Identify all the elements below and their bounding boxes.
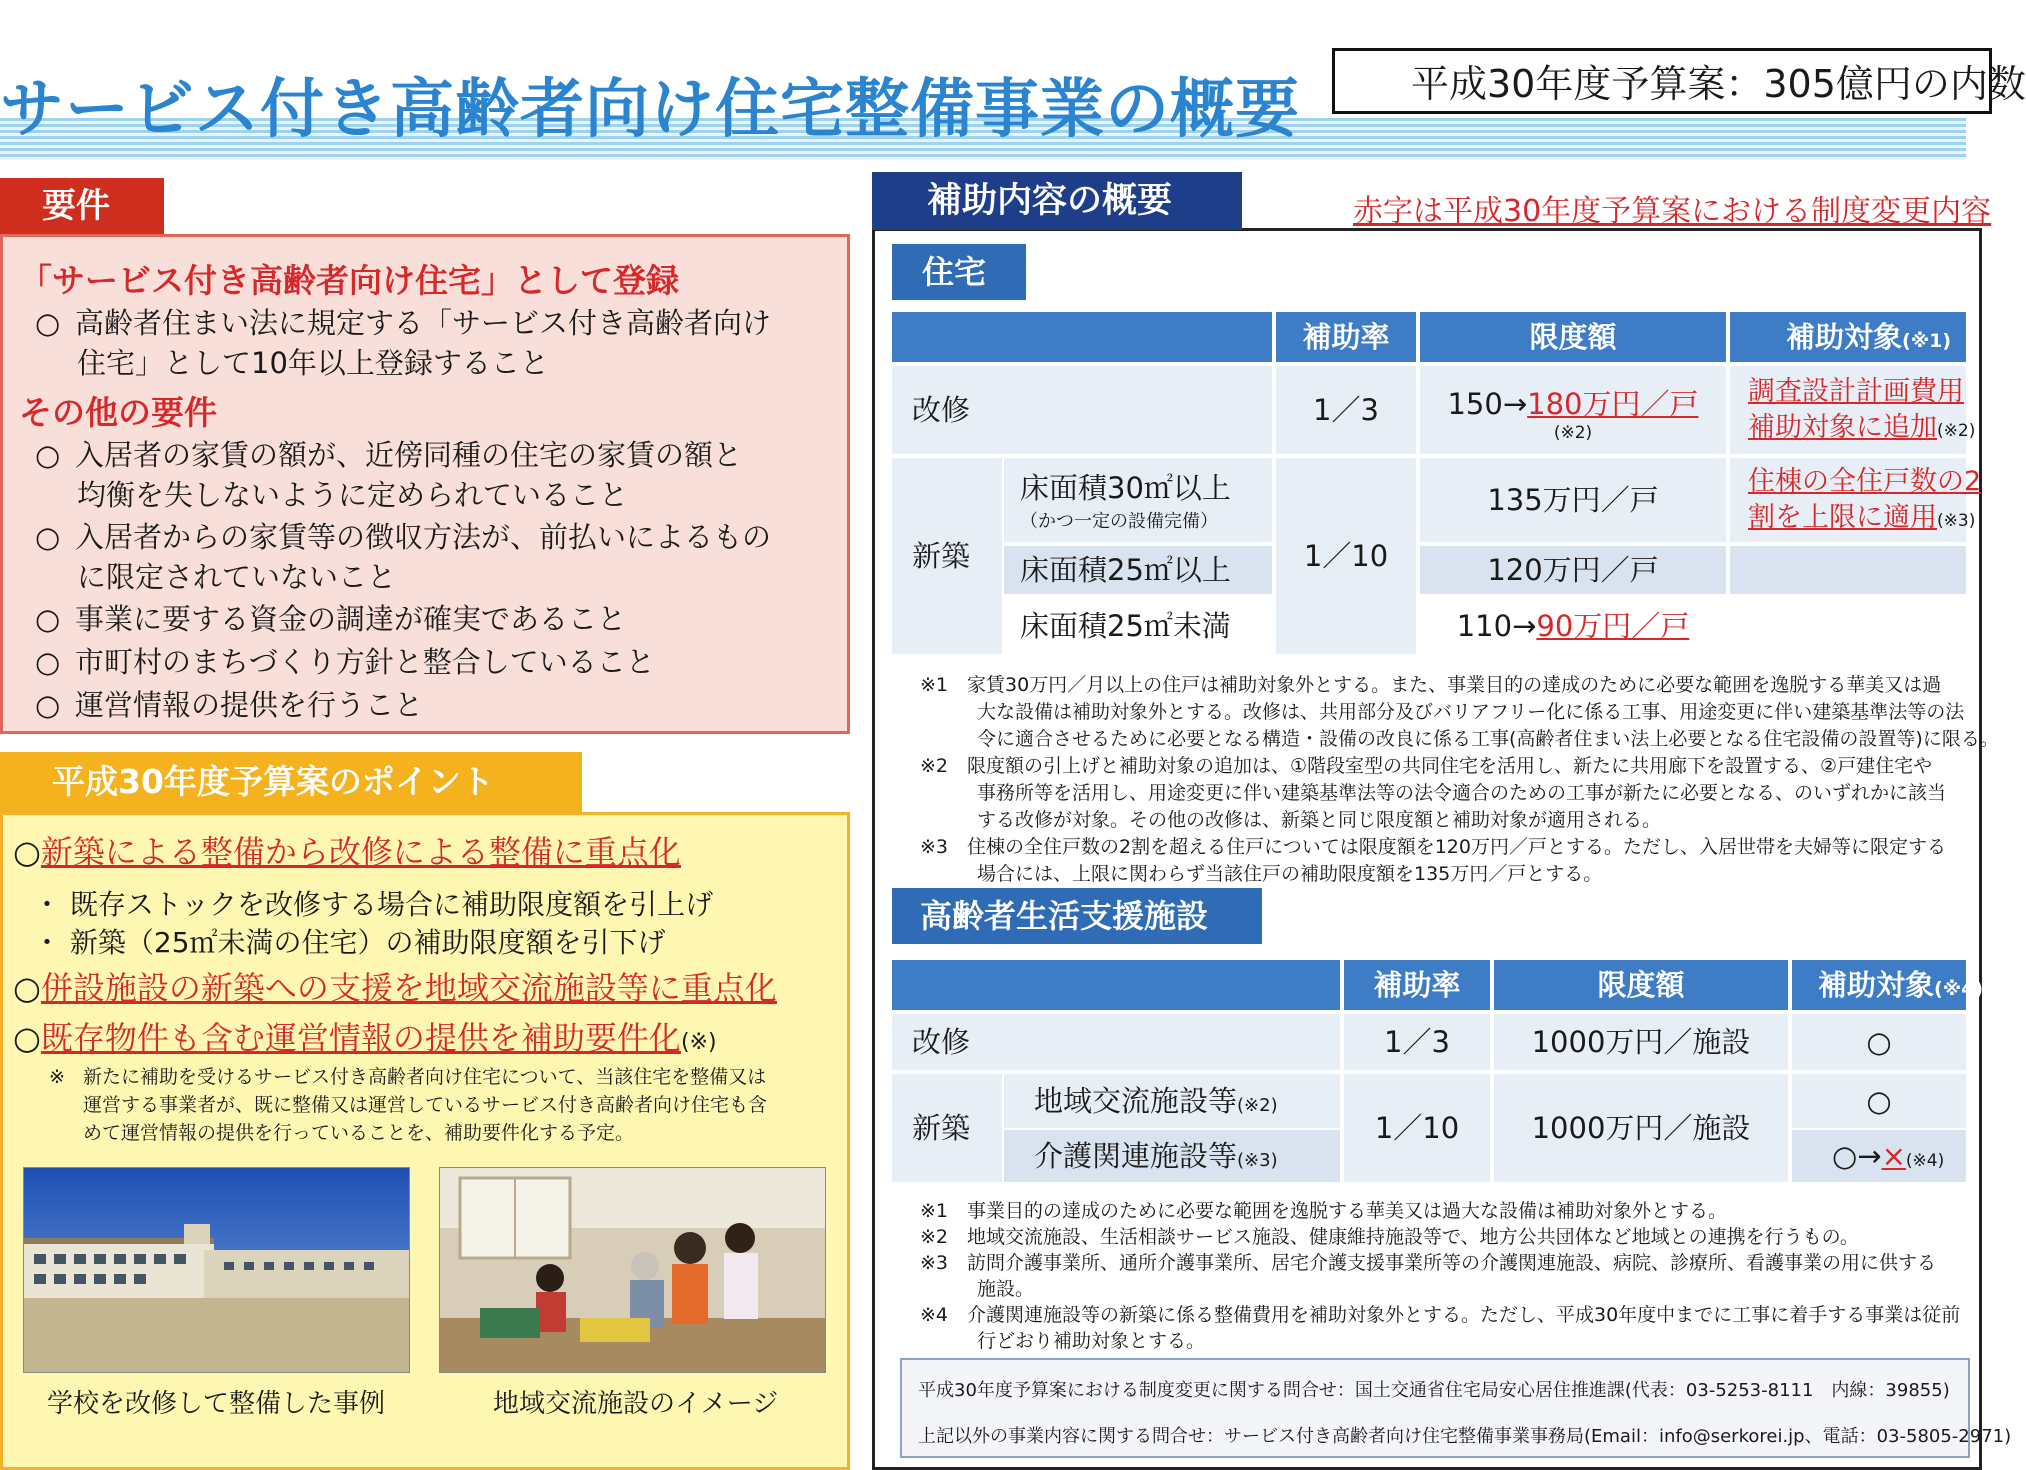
housing-note-line: ※1 家賃30万円／月以上の住戸は補助対象外とする。また、事業目的の達成のために必要な範囲を逸脱する華美又は過 bbox=[920, 674, 1942, 696]
facility-kaishu-target: ○ bbox=[1792, 1014, 1966, 1070]
housing-header-limit: 限度額 bbox=[1420, 312, 1726, 362]
housing-header-target: 補助対象(※1) bbox=[1730, 312, 1966, 362]
housing-note-line: 令に適合させるために必要となる構造・設備の改良に係る工事(高齢者住まい法上必要となる住宅設備の設置等)に限る。 bbox=[920, 728, 1999, 750]
circle-mark: ○ bbox=[35, 645, 61, 679]
point-subitem: ・ 新築（25㎡未満の住宅）の補助限度額を引下げ bbox=[33, 926, 666, 959]
point-subitem: ・ 既存ストックを改修する場合に補助限度額を引上げ bbox=[33, 888, 714, 921]
housing-kaishu-rate: 1／3 bbox=[1276, 366, 1416, 454]
facility-shinchiku-rate: 1／10 bbox=[1344, 1074, 1490, 1182]
housing-note-line: 場合には、上限に関わらず当該住戸の補助限度額を135万円／戸とする。 bbox=[920, 863, 1603, 885]
facility-row-care: 介護関連施設等(※3) bbox=[1004, 1130, 1340, 1182]
circle-mark: ○ bbox=[35, 306, 61, 340]
contact-box bbox=[900, 1358, 2012, 1458]
facility-header-limit: 限度額 bbox=[1494, 960, 1788, 1010]
facility-header-target: 補助対象(※4) bbox=[1792, 960, 1966, 1010]
housing-shinchiku-label: 新築 bbox=[892, 458, 1002, 654]
points-note-line: めて運営情報の提供を行っていることを、補助要件化する予定。 bbox=[83, 1122, 635, 1144]
requirements-heading-other: その他の要件 bbox=[19, 393, 217, 432]
housing-shinchiku-rate: 1／10 bbox=[1276, 458, 1416, 654]
facility-note-line: ※3 訪問介護事業所、通所介護事業所、居宅介護支援事業所等の介護関連施設、病院、診療所、看護事業の用に供する bbox=[920, 1252, 1937, 1274]
facility-header-blank bbox=[892, 960, 1340, 1010]
circle-mark: ○ bbox=[35, 438, 61, 472]
facility-kaishu-label: 改修 bbox=[892, 1014, 1340, 1070]
point-item: ○既存物件も含む運営情報の提供を補助要件化(※) bbox=[13, 1019, 717, 1057]
requirement-item: ○ 入居者の家賃の額が、近傍同種の住宅の家賃の額と 均衡を失しないように定められていること bbox=[35, 435, 742, 515]
housing-row-25sqm-under: 床面積25㎡未満 bbox=[1020, 609, 1231, 643]
requirement-item: ○ 市町村のまちづくり方針と整合していること bbox=[35, 642, 655, 682]
facility-kaishu-rate: 1／3 bbox=[1344, 1014, 1490, 1070]
requirements-box bbox=[0, 234, 850, 734]
housing-kaishu-target: 調査設計計画費用 補助対象に追加(※2) bbox=[1730, 366, 1966, 454]
circle-mark: ○ bbox=[35, 602, 61, 636]
overview-tab: 補助内容の概要 bbox=[872, 172, 1242, 230]
housing-header-rate: 補助率 bbox=[1276, 312, 1416, 362]
facility-row2-target: ○→×(※4) bbox=[1792, 1130, 1966, 1182]
points-tab: 平成30年度予算案のポイント bbox=[0, 752, 582, 812]
school-renovation-photo bbox=[23, 1167, 410, 1373]
housing-kaishu-label: 改修 bbox=[892, 366, 1272, 454]
points-note-mark: ※ bbox=[49, 1066, 65, 1088]
facility-row1-target: ○ bbox=[1792, 1074, 1966, 1128]
requirement-item: ○ 高齢者住まい法に規定する「サービス付き高齢者向け 住宅」として10年以上登録すること bbox=[35, 303, 771, 383]
housing-note-line: 事務所等を活用し、用途変更に伴い建築基準法等の法令適合のための工事が新たに必要となる、のいずれかに該当 bbox=[920, 782, 1947, 804]
point-item: ○併設施設の新築への支援を地域交流施設等に重点化 bbox=[13, 969, 777, 1007]
contact-line-ministry: 平成30年度予算案における制度変更に関する問合せ：国土交通省住宅局安心居住推進課(代表：03-5253-8111 内線：39855) bbox=[918, 1380, 1950, 1401]
red-text-note: 赤字は平成30年度予算案における制度変更内容 bbox=[1353, 194, 1992, 229]
circle-mark: ○ bbox=[35, 688, 61, 722]
point-item: ○新築による整備から改修による整備に重点化 bbox=[13, 833, 681, 871]
housing-section-tab: 住宅 bbox=[892, 244, 1026, 300]
facility-note-line: ※2 地域交流施設、生活相談サービス施設、健康維持施設等で、地方公共団体など地域との連携を行うもの。 bbox=[920, 1226, 1859, 1248]
circle-mark: ○ bbox=[35, 520, 61, 554]
facility-section-tab: 高齢者生活支援施設 bbox=[892, 888, 1262, 944]
housing-note-line: する改修が対象。その他の改修は、新築と同じ限度額と補助対象が適用される。 bbox=[920, 809, 1662, 831]
housing-note-line: ※3 住棟の全住戸数の2割を超える住戸については限度額を120万円／戸とする。ただし、入居世帯を夫婦等に限定する bbox=[920, 836, 1946, 858]
facility-note-line: 施設。 bbox=[920, 1278, 1035, 1300]
facility-row-community: 地域交流施設等(※2) bbox=[1004, 1074, 1340, 1128]
requirements-tab: 要件 bbox=[0, 178, 164, 234]
housing-row1-limit: 135万円／戸 bbox=[1420, 458, 1726, 542]
requirements-heading-registration: 「サービス付き高齢者向け住宅」として登録 bbox=[19, 261, 679, 300]
points-note-line: 新たに補助を受けるサービス付き高齢者向け住宅について、当該住宅を整備又は bbox=[83, 1066, 767, 1088]
housing-row2-target bbox=[1730, 546, 1966, 594]
budget-box: 平成30年度予算案：305億円の内数 bbox=[1332, 48, 1992, 114]
requirement-item: ○ 運営情報の提供を行うこと bbox=[35, 685, 423, 725]
page-title: サービス付き高齢者向け住宅整備事業の概要 bbox=[0, 73, 1300, 147]
housing-row-25sqm-over: 床面積25㎡以上 bbox=[1004, 546, 1272, 594]
housing-note-line: ※2 限度額の引上げと補助対象の追加は、①階段室型の共同住宅を活用し、新たに共用廊下を設置する、②戸建住宅や bbox=[920, 755, 1933, 777]
housing-row2-limit: 120万円／戸 bbox=[1420, 546, 1726, 594]
facility-shinchiku-limit: 1000万円／施設 bbox=[1494, 1074, 1788, 1182]
contact-line-secretariat: 上記以外の事業内容に関する問合せ：サービス付き高齢者向け住宅整備事業事務局(Email：info@serkorei.jp、電話：03-5805-2971) bbox=[918, 1426, 2012, 1447]
facility-kaishu-limit: 1000万円／施設 bbox=[1494, 1014, 1788, 1070]
facility-header-rate: 補助率 bbox=[1344, 960, 1490, 1010]
housing-row-30sqm: 床面積30㎡以上 （かつ一定の設備完備） bbox=[1004, 458, 1272, 542]
photo-caption-community: 地域交流施設のイメージ bbox=[493, 1389, 779, 1419]
housing-row1-target: 住棟の全住戸数の2 割を上限に適用(※3) bbox=[1730, 458, 1966, 542]
points-note-line: 運営する事業者が、既に整備又は運営しているサービス付き高齢者向け住宅も含 bbox=[83, 1094, 768, 1116]
facility-note-line: ※1 事業目的の達成のために必要な範囲を逸脱する華美又は過大な設備は補助対象外とする。 bbox=[920, 1200, 1728, 1222]
requirement-item: ○ 入居者からの家賃等の徴収方法が、前払いによるもの に限定されていないこと bbox=[35, 517, 771, 597]
points-box bbox=[0, 812, 850, 1470]
facility-shinchiku-label: 新築 bbox=[892, 1074, 1002, 1182]
requirement-item: ○ 事業に要する資金の調達が確実であること bbox=[35, 599, 626, 639]
housing-kaishu-limit: 150→180万円／戸 (※2) bbox=[1420, 366, 1726, 454]
photo-caption-school: 学校を改修して整備した事例 bbox=[47, 1389, 386, 1419]
facility-note-line: 行どおり補助対象とする。 bbox=[920, 1330, 1206, 1352]
housing-header-blank bbox=[892, 312, 1272, 362]
housing-row3-limit: 110→90万円／戸 bbox=[1456, 609, 1690, 643]
facility-note-line: ※4 介護関連施設等の新築に係る整備費用を補助対象外とする。ただし、平成30年度中までに工事に着手する事業は従前 bbox=[920, 1304, 1961, 1326]
housing-note-line: 大な設備は補助対象外とする。改修は、共用部分及びバリアフリー化に係る工事、用途変更に伴い建築基準法等の法 bbox=[920, 701, 1965, 723]
community-facility-photo bbox=[439, 1167, 826, 1373]
